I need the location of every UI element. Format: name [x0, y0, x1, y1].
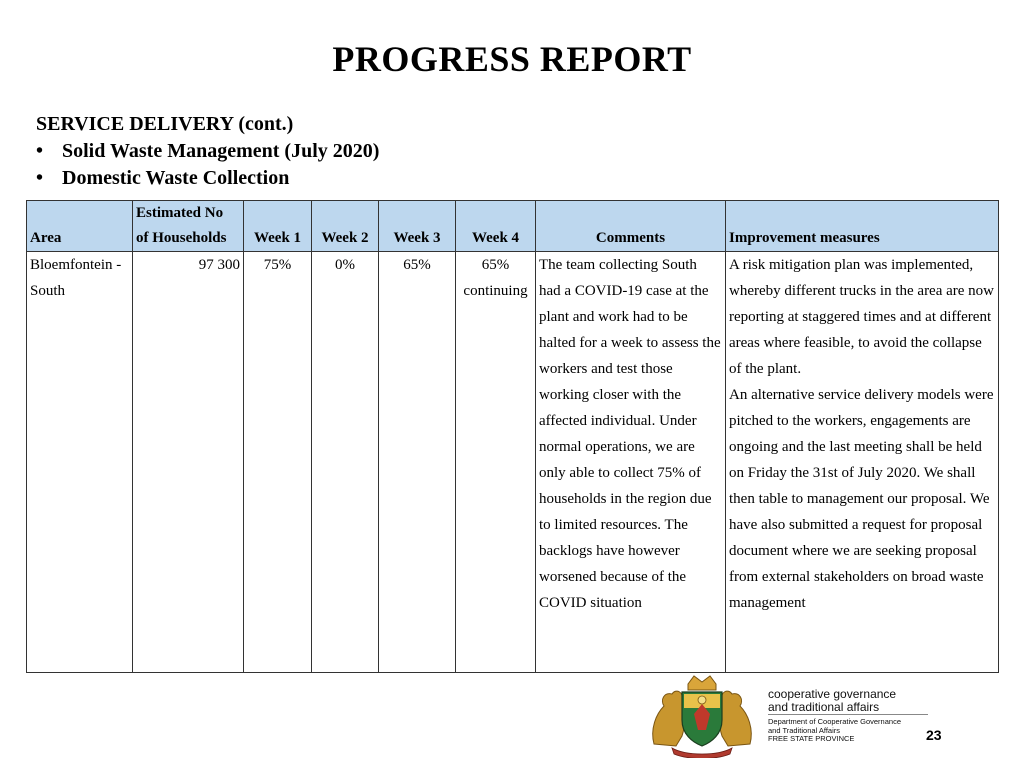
cell-households: 97 300	[133, 252, 244, 673]
progress-table	[26, 200, 999, 673]
brand-name	[768, 688, 896, 714]
department-line: FREE STATE PROVINCE	[768, 734, 855, 743]
table-row	[27, 252, 999, 673]
bullet-item: • Domestic Waste Collection	[36, 165, 379, 192]
brand-divider	[768, 714, 928, 715]
improvement-paragraph: A risk mitigation plan was implemented, whereby different trucks in the area are now reporting at staggered times and at different areas where feasible, to avoid the collapse of the plant.	[729, 257, 995, 377]
cell-area: Bloemfontein - South	[27, 252, 133, 673]
department-line: and Traditional Affairs	[768, 725, 840, 735]
department-name	[768, 718, 901, 744]
brand-line: and traditional affairs	[768, 700, 880, 714]
section-heading: SERVICE DELIVERY (cont.)	[36, 113, 294, 135]
header-week3: Week 3	[379, 201, 456, 252]
cell-week4-value: 65%	[481, 257, 510, 273]
cell-week1: 75%	[244, 252, 312, 673]
department-line: Department of Cooperative Governance	[768, 717, 901, 726]
header-week4: Week 4	[456, 201, 536, 252]
bullet-item: • Solid Waste Management (July 2020)	[36, 138, 379, 165]
header-households-line2: of Households	[136, 230, 227, 246]
page-number: 23	[926, 727, 942, 743]
header-week2: Week 2	[312, 201, 379, 252]
cell-improvement	[726, 252, 999, 673]
cell-week4-status: continuing	[463, 283, 528, 299]
header-households-line1: Estimated No	[136, 205, 224, 221]
header-improvement: Improvement measures	[726, 201, 999, 252]
section-block	[36, 111, 379, 192]
cell-week3: 65%	[379, 252, 456, 673]
header-households	[133, 201, 244, 252]
page-title: PROGRESS REPORT	[332, 39, 692, 79]
cell-week2: 0%	[312, 252, 379, 673]
brand-line: cooperative governance	[768, 687, 897, 701]
header-week1: Week 1	[244, 201, 312, 252]
improvement-paragraph: An alternative service delivery models were pitched to the workers, engagements are ongoing and the last meeting shall be held on Friday the 31st of July 2020. We shall then table to management our proposal. We have also submitted a request for proposal document where we are seeking proposal from external stakeholders on broad waste management	[729, 387, 994, 611]
header-comments: Comments	[536, 201, 726, 252]
cell-week4	[456, 252, 536, 673]
table-header-row	[27, 201, 999, 252]
coat-of-arms-icon	[646, 674, 758, 758]
cell-comments: The team collecting South had a COVID-19 case at the plant and work had to be halted for a week to assess the workers and test those working closer with the affected individual. Under normal operations, we are only able to collect 75% of households in the region due to limited resources. The backlogs have however worsened because of the COVID situation	[536, 252, 726, 673]
header-area: Area	[27, 201, 133, 252]
